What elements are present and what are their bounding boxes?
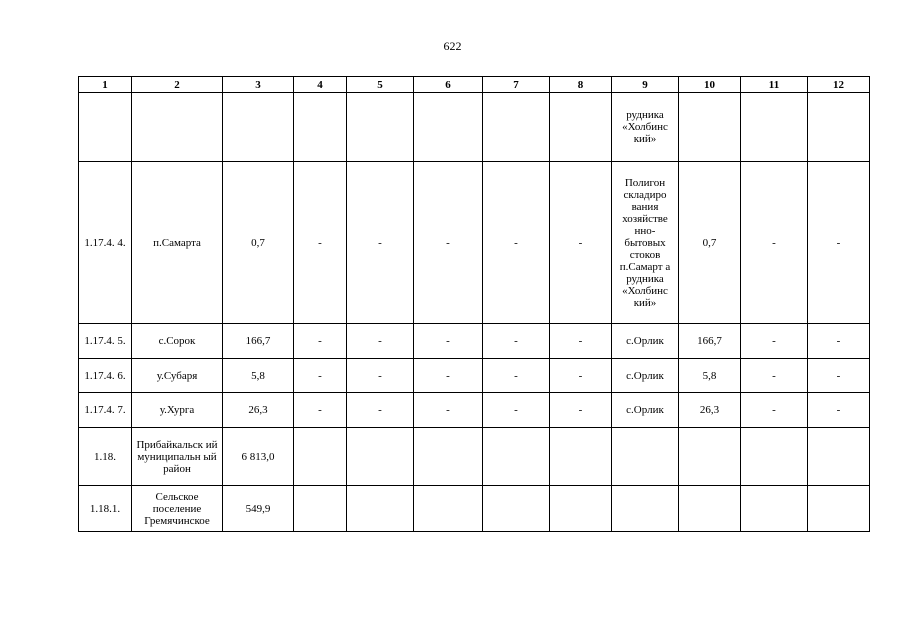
table-cell [294, 428, 347, 486]
table-cell [223, 93, 294, 162]
table-cell: - [550, 393, 612, 428]
table-row [79, 486, 870, 532]
table-cell [347, 486, 414, 532]
table-cell: 0,7 [223, 162, 294, 324]
table-cell: 6 813,0 [223, 428, 294, 486]
table-cell [294, 486, 347, 532]
table-cell [550, 428, 612, 486]
table-cell: 1.18. [79, 428, 132, 486]
table-cell: - [347, 393, 414, 428]
table-cell [679, 93, 741, 162]
table-cell: у.Хурга [132, 393, 223, 428]
header-row [79, 77, 870, 93]
table-cell: - [294, 324, 347, 359]
table-cell: 26,3 [223, 393, 294, 428]
table-row [79, 93, 870, 162]
page-number: 622 [443, 39, 462, 53]
table-cell [679, 428, 741, 486]
table-cell: - [347, 324, 414, 359]
table-cell [79, 93, 132, 162]
table-cell: 5,8 [223, 359, 294, 393]
header-cell: 5 [347, 77, 414, 93]
table-cell: - [414, 359, 483, 393]
table-cell: - [550, 162, 612, 324]
table-cell [679, 486, 741, 532]
table-cell [550, 93, 612, 162]
table-cell: - [741, 324, 808, 359]
table-cell: - [347, 359, 414, 393]
table-cell: - [294, 359, 347, 393]
table-cell: 26,3 [679, 393, 741, 428]
table-cell [414, 486, 483, 532]
table-cell: с.Сорок [132, 324, 223, 359]
table-cell: Полигон складиро вания хозяйстве нно-бытовых стоков п.Самарт а рудника «Холбинс кий» [612, 162, 679, 324]
table-cell: - [808, 393, 870, 428]
table-row [79, 162, 870, 324]
data-table [78, 76, 870, 532]
table-cell [414, 428, 483, 486]
table-cell: у.Субаря [132, 359, 223, 393]
table-cell [483, 93, 550, 162]
header-cell: 6 [414, 77, 483, 93]
table-row [79, 324, 870, 359]
table-cell [132, 93, 223, 162]
table-cell [483, 486, 550, 532]
header-cell: 8 [550, 77, 612, 93]
table-cell: 1.18.1. [79, 486, 132, 532]
table-cell [612, 486, 679, 532]
table-cell [741, 428, 808, 486]
header-cell: 3 [223, 77, 294, 93]
table-cell: - [414, 162, 483, 324]
table-cell [808, 486, 870, 532]
table-cell [741, 93, 808, 162]
table-cell: - [483, 393, 550, 428]
table-cell: - [483, 162, 550, 324]
table-cell: - [294, 393, 347, 428]
table-cell: 1.17.4. 5. [79, 324, 132, 359]
table-cell: - [808, 324, 870, 359]
header-cell: 10 [679, 77, 741, 93]
table-row [79, 393, 870, 428]
table-cell: - [550, 324, 612, 359]
table-cell: п.Самарта [132, 162, 223, 324]
table-cell: 5,8 [679, 359, 741, 393]
table-cell: - [483, 359, 550, 393]
table-cell: с.Орлик [612, 393, 679, 428]
header-cell: 9 [612, 77, 679, 93]
table-cell: 1.17.4. 6. [79, 359, 132, 393]
table-cell [347, 428, 414, 486]
table-cell: - [347, 162, 414, 324]
table-row [79, 428, 870, 486]
table-cell: - [741, 359, 808, 393]
table-cell [612, 428, 679, 486]
table-cell: рудника «Холбинс кий» [612, 93, 679, 162]
table-cell: Прибайкальск ий муниципальн ый район [132, 428, 223, 486]
table-cell: 166,7 [223, 324, 294, 359]
table-cell [294, 93, 347, 162]
table-cell: 0,7 [679, 162, 741, 324]
table-cell [550, 486, 612, 532]
header-cell: 1 [79, 77, 132, 93]
table-row [79, 359, 870, 393]
table-cell: 1.17.4. 4. [79, 162, 132, 324]
table-cell [808, 93, 870, 162]
table-cell: - [414, 393, 483, 428]
table-cell: 166,7 [679, 324, 741, 359]
table-cell: - [550, 359, 612, 393]
table-cell: - [808, 359, 870, 393]
table-cell: 549,9 [223, 486, 294, 532]
table-cell: - [741, 393, 808, 428]
table-cell: - [741, 162, 808, 324]
table-cell: - [808, 162, 870, 324]
table-cell [483, 428, 550, 486]
table-cell [347, 93, 414, 162]
table-cell: Сельское поселение Гремячинское [132, 486, 223, 532]
header-cell: 7 [483, 77, 550, 93]
table-cell: с.Орлик [612, 324, 679, 359]
table-cell: - [483, 324, 550, 359]
table-cell: 1.17.4. 7. [79, 393, 132, 428]
table-cell [414, 93, 483, 162]
table-cell: - [294, 162, 347, 324]
table-cell: - [414, 324, 483, 359]
table-cell: с.Орлик [612, 359, 679, 393]
header-cell: 12 [808, 77, 870, 93]
header-cell: 11 [741, 77, 808, 93]
header-cell: 4 [294, 77, 347, 93]
header-cell: 2 [132, 77, 223, 93]
table-cell [808, 428, 870, 486]
table-cell [741, 486, 808, 532]
